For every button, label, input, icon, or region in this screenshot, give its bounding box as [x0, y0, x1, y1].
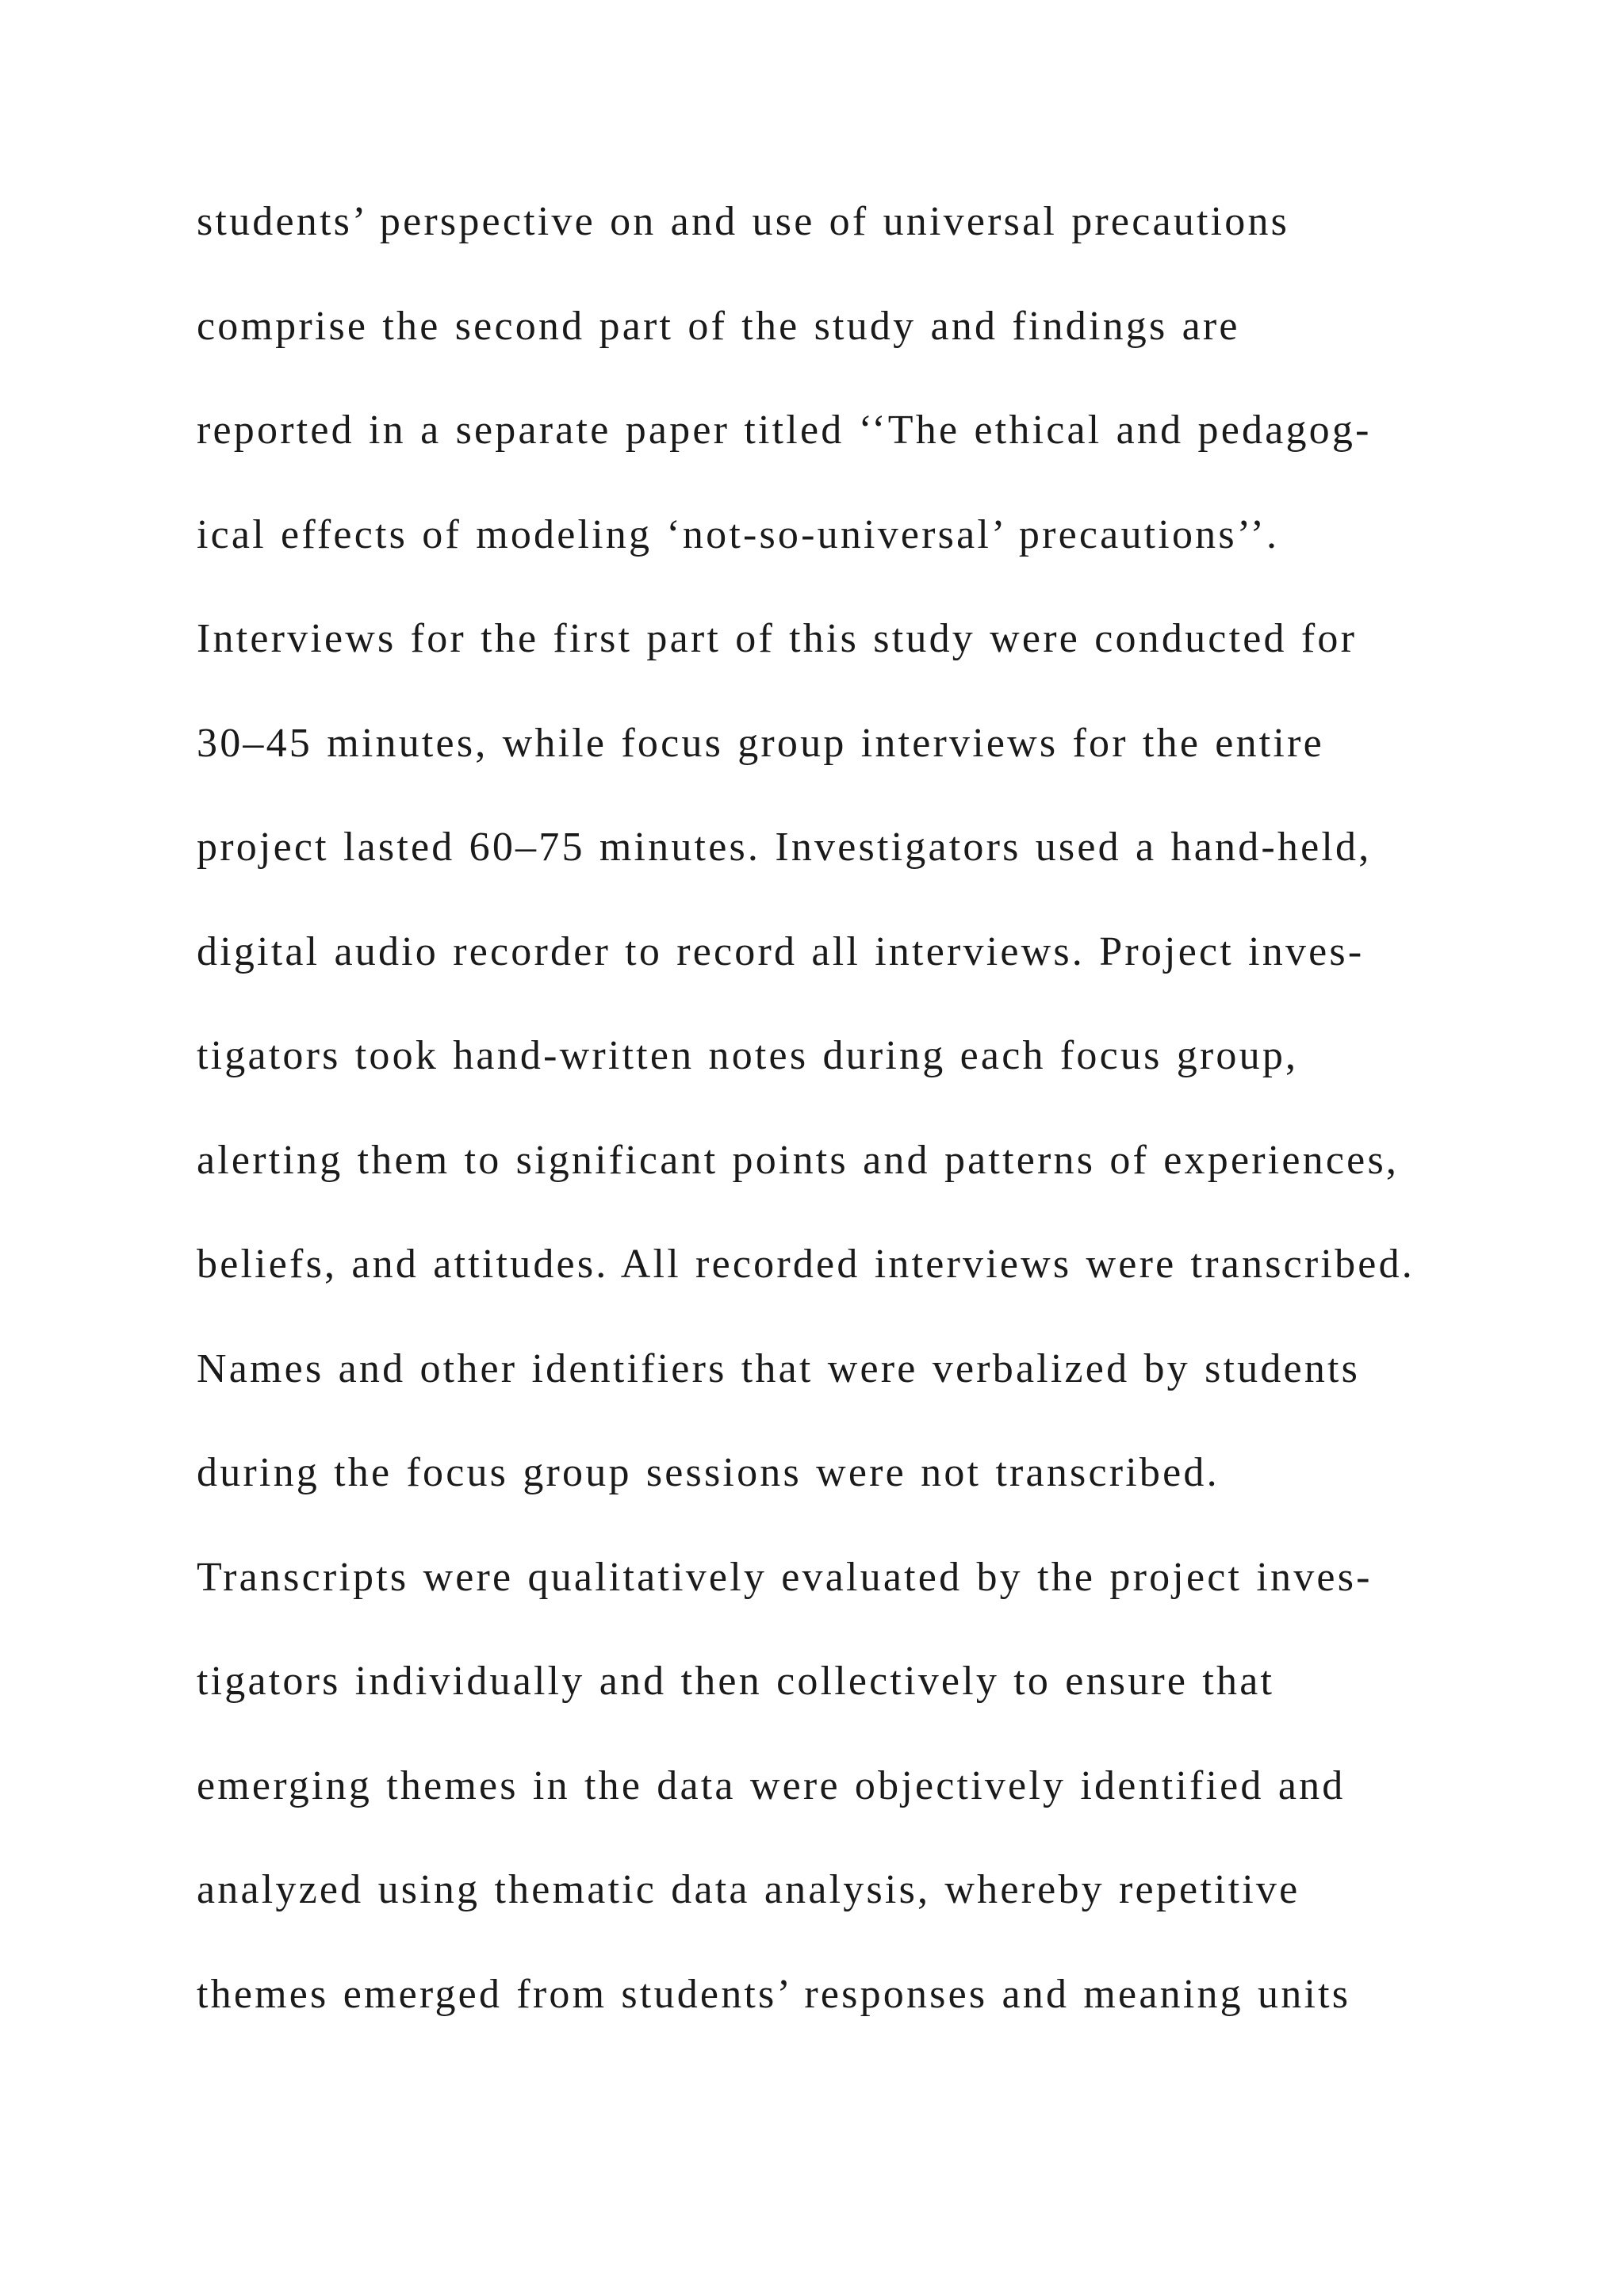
text-line: ical effects of modeling ‘not-so-universal’ precautions’’.: [197, 511, 1280, 557]
text-line: digital audio recorder to record all interviews. Project inves-: [197, 928, 1365, 974]
text-line: Transcripts were qualitatively evaluated by the project inves-: [197, 1554, 1373, 1600]
text-line: alerting them to significant points and patterns of experiences,: [197, 1137, 1400, 1183]
text-line: reported in a separate paper titled ‘‘The ethical and pedagog-: [197, 408, 1372, 453]
text-line: project lasted 60–75 minutes. Investigators used a hand-held,: [197, 825, 1372, 870]
text-line: analyzed using thematic data analysis, whereby repetitive: [197, 1867, 1300, 1912]
body-text: [197, 190, 1545, 2067]
text-line: Interviews for the first part of this study were conducted for: [197, 616, 1358, 661]
text-line: students’ perspective on and use of universal precautions: [197, 199, 1290, 244]
text-line: 30–45 minutes, while focus group interviews for the entire: [197, 720, 1324, 766]
text-line: emerging themes in the data were objectively identified and: [197, 1762, 1346, 1808]
text-line: themes emerged from students’ responses and meaning units: [197, 1971, 1351, 2017]
text-line: comprise the second part of the study and findings are: [197, 303, 1240, 349]
text-line: tigators individually and then collectively to ensure that: [197, 1659, 1275, 1704]
text-line: during the focus group sessions were not transcribed.: [197, 1450, 1220, 1495]
text-line: tigators took hand-written notes during each focus group,: [197, 1033, 1299, 1078]
text-line: beliefs, and attitudes. All recorded interviews were transcribed.: [197, 1242, 1415, 1287]
text-line: Names and other identifiers that were verbalized by students: [197, 1345, 1361, 1391]
